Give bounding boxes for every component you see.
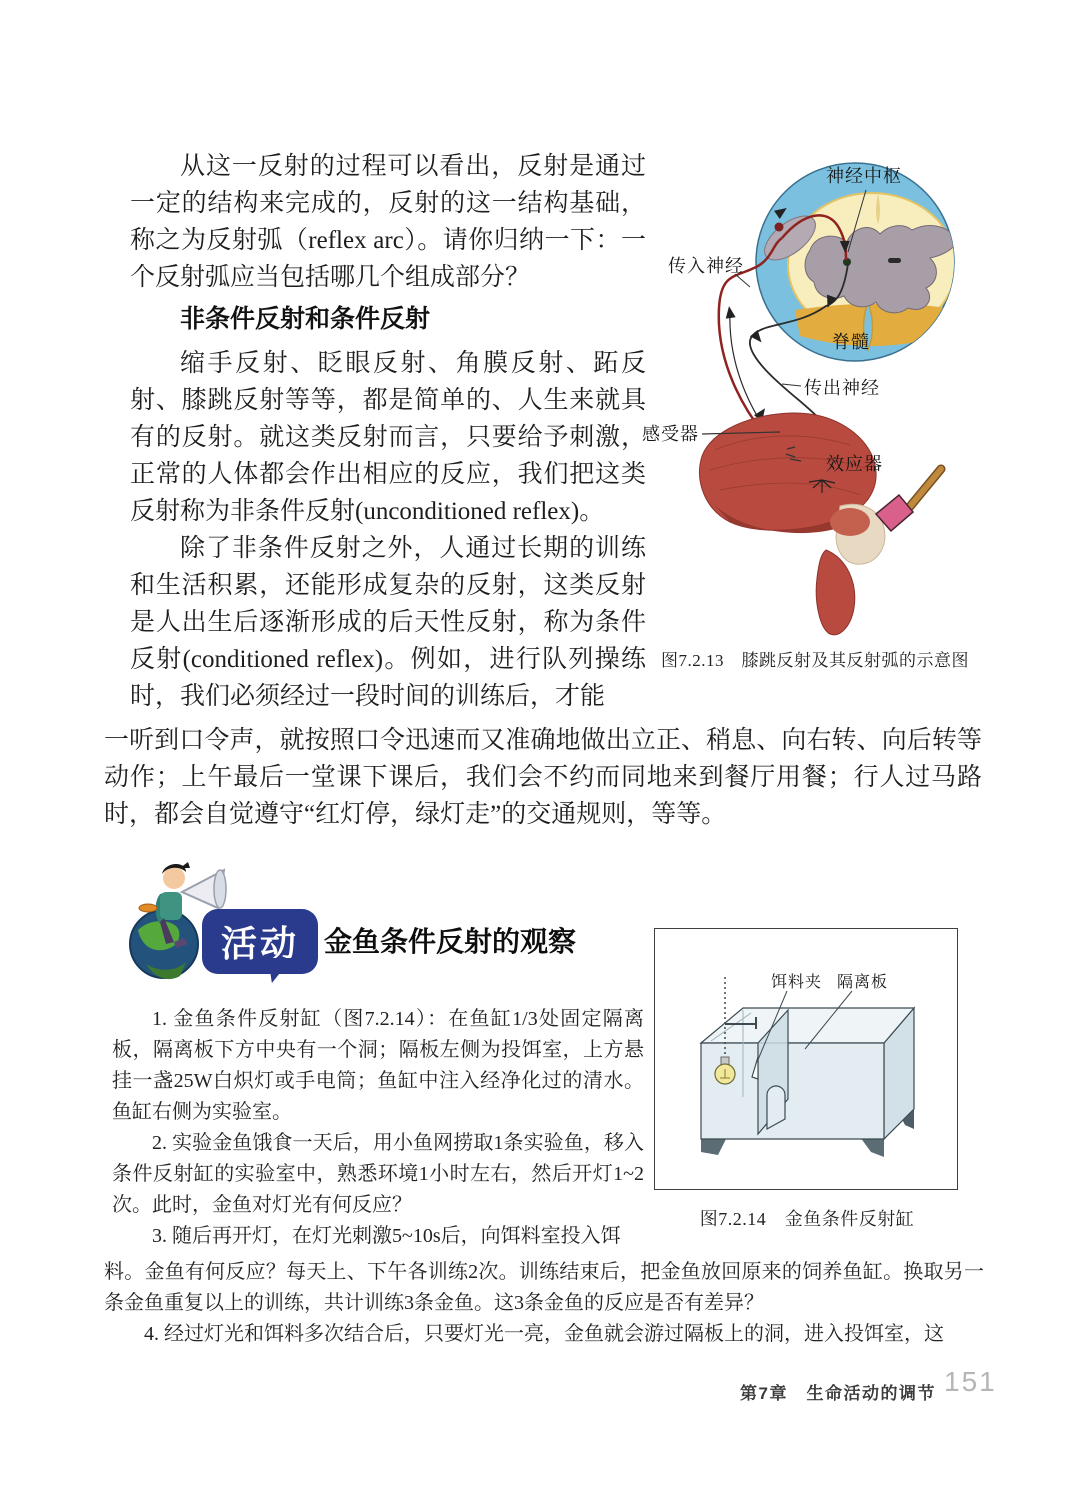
label-receptor: 感受器: [642, 424, 699, 444]
activity-step-3-continuation: 料。金鱼有何反应？每天上、下午各训练2次。训练结束后，把金鱼放回原来的饲养鱼缸。换取另一条金鱼重复以上的训练，共计训练3条金鱼。这3条金鱼的反应是否有差异？: [104, 1261, 984, 1314]
footer-page-number: 151: [944, 1366, 997, 1397]
activity-badge-label: 活动: [220, 923, 299, 964]
label-afferent-nerve: 传入神经: [668, 256, 744, 276]
paragraph-reflex-arc: 从这一反射的过程可以看出，反射是通过一定的结构来完成的，反射的这一结构基础，称之为反射弧（reflex arc）。请你归纳一下：一个反射弧应当包括哪几个组成部分？: [130, 153, 646, 291]
label-divider: 隔离板: [837, 974, 889, 991]
activity-step-2: 2. 实验金鱼饿食一天后，用小鱼网捞取1条实验鱼，移入条件反射缸的实验室中，熟悉环境1小时左右，然后开灯1~2次。此时，金鱼对灯光有何反应？: [112, 1132, 644, 1216]
activity-step-4: 4. 经过灯光和饵料多次结合后，只要灯光一亮，金鱼就会游过隔板上的洞，进入投饵室，这: [144, 1323, 944, 1345]
paragraph-conditioned-continuation: 一听到口令声，就按照口令迅速而又准确地做出立正、稍息、向右转、向后转等动作；上午最后一堂课下课后，我们会不约而同地来到餐厅用餐；行人过马路时，都会自觉遵守“红灯停，绿灯走”的交通规则，等等。: [104, 727, 982, 828]
paragraph-conditioned-reflex: 除了非条件反射之外，人通过长期的训练和生活积累，还能形成复杂的反射，这类反射是人出生后逐渐形成的后天性反射，称为条件反射(conditioned reflex)。例如，进行队列操练时，我们必须经过一段时间的训练后，才能: [130, 535, 646, 710]
main-text-column: [130, 148, 646, 715]
figure-tank-caption: 图7.2.14 金鱼条件反射缸: [699, 1209, 915, 1229]
figure-knee-jerk-reflex: [640, 150, 990, 680]
label-feed-clip: 饵料夹: [771, 974, 823, 991]
activity-title: 金鱼条件反射的观察: [324, 926, 577, 957]
section-heading-reflex-types: 非条件反射和条件反射: [180, 305, 431, 333]
figure-tank-frame: [654, 928, 958, 1190]
figure-reflex-caption: 图7.2.13 膝跳反射及其反射弧的示意图: [661, 651, 969, 670]
footer-chapter-title: 第7章 生命活动的调节: [740, 1384, 936, 1403]
goldfish-tank-illustration: [655, 929, 957, 1189]
activity-steps-fullwidth: [104, 1257, 984, 1350]
leg-muscle-art: [700, 413, 885, 635]
reflex-hammer-icon: [876, 469, 941, 531]
activity-step-1: 1. 金鱼条件反射缸（图7.2.14）：在鱼缸1/3处固定隔离板，隔离板下方中央有一个洞；隔板左侧为投饵室，上方悬挂一盏25W白炽灯或手电筒；鱼缸中注入经净化过的清水。鱼缸右侧为实验室。: [112, 1008, 644, 1123]
knee-jerk-reflex-illustration: [640, 150, 990, 680]
activity-steps-column: [112, 1004, 644, 1252]
full-width-paragraph: [104, 722, 982, 833]
label-spinal-cord: 脊髓: [832, 332, 870, 352]
label-efferent-nerve: 传出神经: [804, 378, 880, 398]
label-nerve-center: 神经中枢: [826, 166, 902, 186]
paragraph-unconditioned-reflex: 缩手反射、眨眼反射、角膜反射、跖反射、膝跳反射等等，都是简单的、人生来就具有的反射。就这类反射而言，只要给予刺激，正常的人体都会作出相应的反应，我们把这类反射称为非条件反射(unconditioned reflex)。: [130, 350, 646, 525]
label-effector: 效应器: [826, 454, 883, 474]
activity-badge: [202, 909, 318, 974]
figure-goldfish-tank: [654, 928, 960, 1240]
activity-step-3-start: 3. 随后再开灯，在灯光刺激5~10s后，向饵料室投入饵: [152, 1225, 621, 1247]
